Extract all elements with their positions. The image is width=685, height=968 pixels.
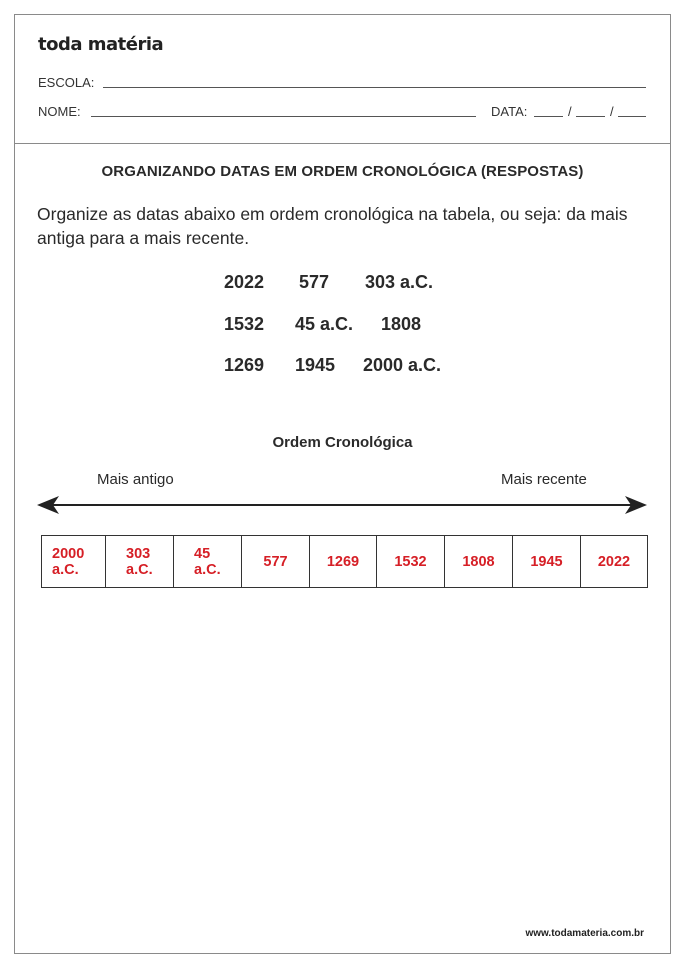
date-label: DATA: [491, 104, 528, 119]
school-field[interactable] [103, 87, 646, 88]
date-day-field[interactable] [534, 116, 563, 117]
header-section [15, 15, 670, 144]
answer-era: a.C. [52, 561, 79, 578]
brand-logo: toda matéria [38, 34, 164, 55]
instructions-text: Organize as datas abaixo em ordem cronológica na tabela, ou seja: da mais antiga para a mais recente. [37, 204, 628, 248]
answer-cell [106, 536, 174, 588]
date-separator: / [568, 104, 572, 119]
answer-cell [42, 536, 106, 588]
timeline-arrow [37, 493, 649, 517]
name-field[interactable] [91, 116, 476, 117]
date-list-row [15, 314, 670, 338]
answer-era: a.C. [194, 561, 221, 578]
answer-era: a.C. [126, 561, 153, 578]
answer-year: 303 [126, 545, 151, 562]
answer-cell: 1269 [310, 536, 377, 588]
answer-year: 2000 [52, 545, 85, 562]
school-label: ESCOLA: [38, 75, 95, 90]
chronology-table [41, 535, 648, 588]
worksheet-page [14, 14, 671, 954]
date-item: 1945 [295, 355, 336, 375]
date-item: 45 a.C. [295, 314, 354, 334]
date-item: 1808 [381, 314, 422, 334]
date-item: 577 [299, 272, 330, 292]
name-label: NOME: [38, 104, 81, 119]
date-item: 303 a.C. [365, 272, 434, 292]
newest-label: Mais recente [501, 471, 587, 488]
date-year-field[interactable] [618, 116, 646, 117]
date-item: 1532 [224, 314, 265, 334]
date-list-row [15, 272, 670, 296]
worksheet-title: ORGANIZANDO DATAS EM ORDEM CRONOLÓGICA (RESPOSTAS) [101, 163, 584, 180]
date-month-field[interactable] [576, 116, 605, 117]
date-item: 2022 [224, 272, 265, 292]
date-list-row [15, 355, 670, 379]
date-item: 1269 [224, 355, 265, 375]
answer-year: 45 [194, 545, 211, 562]
answer-cell: 1808 [445, 536, 513, 588]
answer-cell: 1532 [377, 536, 445, 588]
answer-cell: 577 [242, 536, 310, 588]
date-item: 2000 a.C. [363, 355, 442, 375]
timeline-heading: Ordem Cronológica [272, 434, 413, 451]
answer-cell [174, 536, 242, 588]
oldest-label: Mais antigo [97, 471, 174, 488]
date-separator: / [610, 104, 614, 119]
answer-cell: 1945 [513, 536, 581, 588]
footer-website: www.todamateria.com.br [525, 928, 644, 939]
answer-cell: 2022 [581, 536, 648, 588]
